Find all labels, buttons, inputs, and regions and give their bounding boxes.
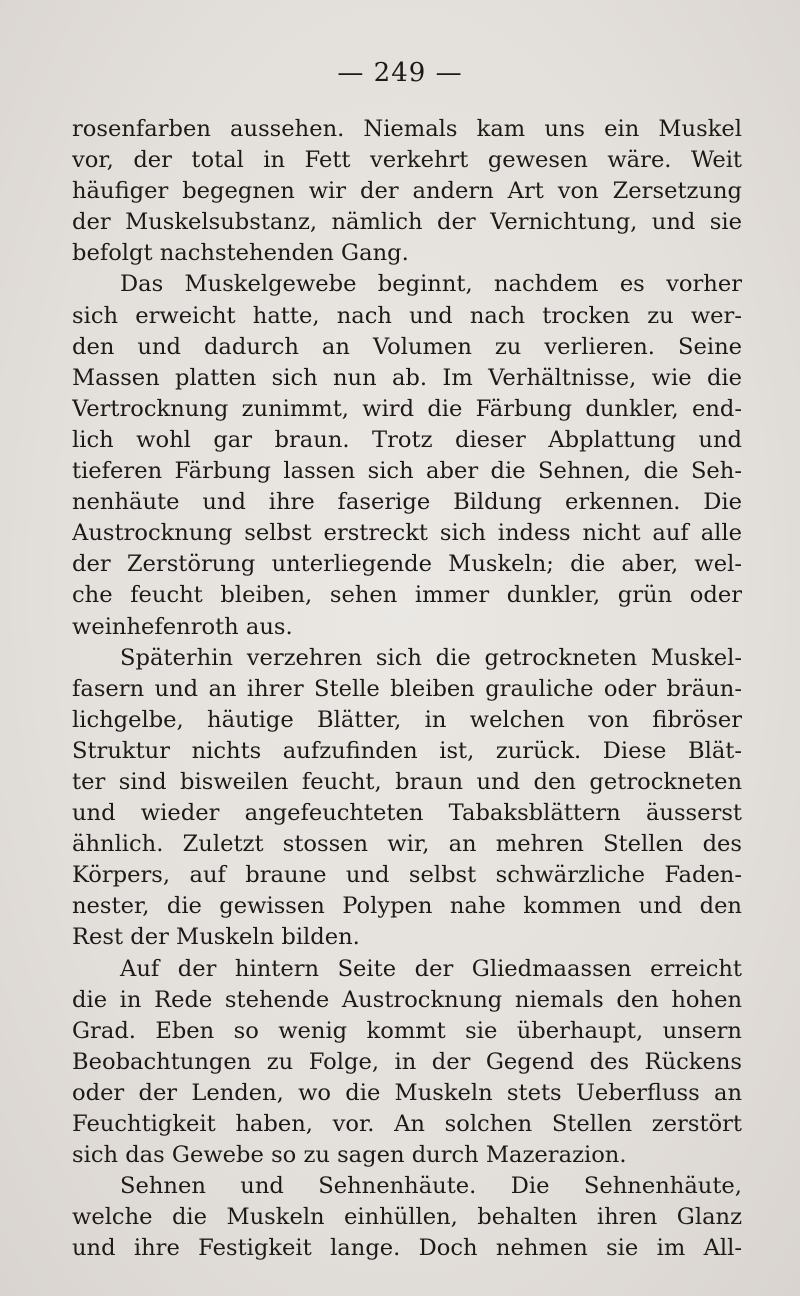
- text-line: vor, der total in Fett verkehrt gewesen wäre. Weit: [72, 147, 742, 174]
- text-line: Struktur nichts aufzufinden ist, zurück. Diese Blät-: [72, 737, 742, 764]
- text-line: der Zerstörung unterliegende Muskeln; die aber, wel-: [72, 551, 742, 578]
- text-line: Massen platten sich nun ab. Im Verhältnisse, wie die: [72, 364, 742, 391]
- text-line: häufiger begegnen wir der andern Art von Zersetzung: [72, 178, 742, 205]
- text-line: oder der Lenden, wo die Muskeln stets Ueberfluss an: [72, 1079, 742, 1106]
- text-line: und ihre Festigkeit lange. Doch nehmen sie im All-: [72, 1235, 742, 1262]
- text-line: Späterhin verzehren sich die getrockneten Muskel-: [120, 644, 742, 671]
- text-line: und wieder angefeuchteten Tabaksblättern äusserst: [72, 800, 742, 827]
- body-text: [72, 114, 742, 1264]
- text-line: die in Rede stehende Austrocknung niemals den hohen: [72, 986, 742, 1013]
- text-line: Vertrocknung zunimmt, wird die Färbung dunkler, end-: [72, 395, 742, 422]
- page-number: — 249 —: [337, 58, 463, 88]
- text-line: welche die Muskeln einhüllen, behalten ihren Glanz: [72, 1204, 742, 1231]
- text-line: Beobachtungen zu Folge, in der Gegend des Rückens: [72, 1048, 742, 1075]
- text-line: Austrocknung selbst erstreckt sich indess nicht auf alle: [72, 520, 742, 547]
- text-line: sich das Gewebe so zu sagen durch Mazerazion.: [72, 1142, 627, 1169]
- text-line: der Muskelsubstanz, nämlich der Vernichtung, und sie: [72, 209, 742, 236]
- text-line: tieferen Färbung lassen sich aber die Sehnen, die Seh-: [72, 458, 742, 485]
- text-line: weinhefenroth aus.: [72, 613, 293, 640]
- text-line: Das Muskelgewebe beginnt, nachdem es vorher: [120, 271, 742, 298]
- text-line: lichgelbe, häutige Blätter, in welchen von fibröser: [72, 706, 742, 733]
- text-line: Grad. Eben so wenig kommt sie überhaupt, unsern: [72, 1017, 742, 1044]
- text-line: nester, die gewissen Polypen nahe kommen und den: [72, 893, 742, 920]
- text-line: Rest der Muskeln bilden.: [72, 924, 360, 951]
- text-line: befolgt nachstehenden Gang.: [72, 240, 409, 267]
- text-line: rosenfarben aussehen. Niemals kam uns ein Muskel: [72, 116, 742, 142]
- text-line: Sehnen und Sehnenhäute. Die Sehnenhäute,: [120, 1173, 742, 1200]
- text-line: Auf der hintern Seite der Gliedmaassen erreicht: [120, 955, 742, 982]
- text-line: ter sind bisweilen feucht, braun und den getrockneten: [72, 768, 742, 795]
- text-line: fasern und an ihrer Stelle bleiben grauliche oder bräun-: [72, 675, 742, 702]
- text-line: nenhäute und ihre faserige Bildung erkennen. Die: [72, 489, 742, 516]
- text-line: che feucht bleiben, sehen immer dunkler, grün oder: [72, 582, 742, 609]
- text-line: sich erweicht hatte, nach und nach trocken zu wer-: [72, 302, 742, 329]
- text-line: Körpers, auf braune und selbst schwärzliche Faden-: [72, 862, 742, 889]
- text-line: Feuchtigkeit haben, vor. An solchen Stellen zerstört: [72, 1111, 742, 1137]
- text-line: lich wohl gar braun. Trotz dieser Abplattung und: [72, 426, 742, 453]
- text-line: ähnlich. Zuletzt stossen wir, an mehren Stellen des: [72, 831, 742, 858]
- text-line: den und dadurch an Volumen zu verlieren. Seine: [72, 333, 742, 360]
